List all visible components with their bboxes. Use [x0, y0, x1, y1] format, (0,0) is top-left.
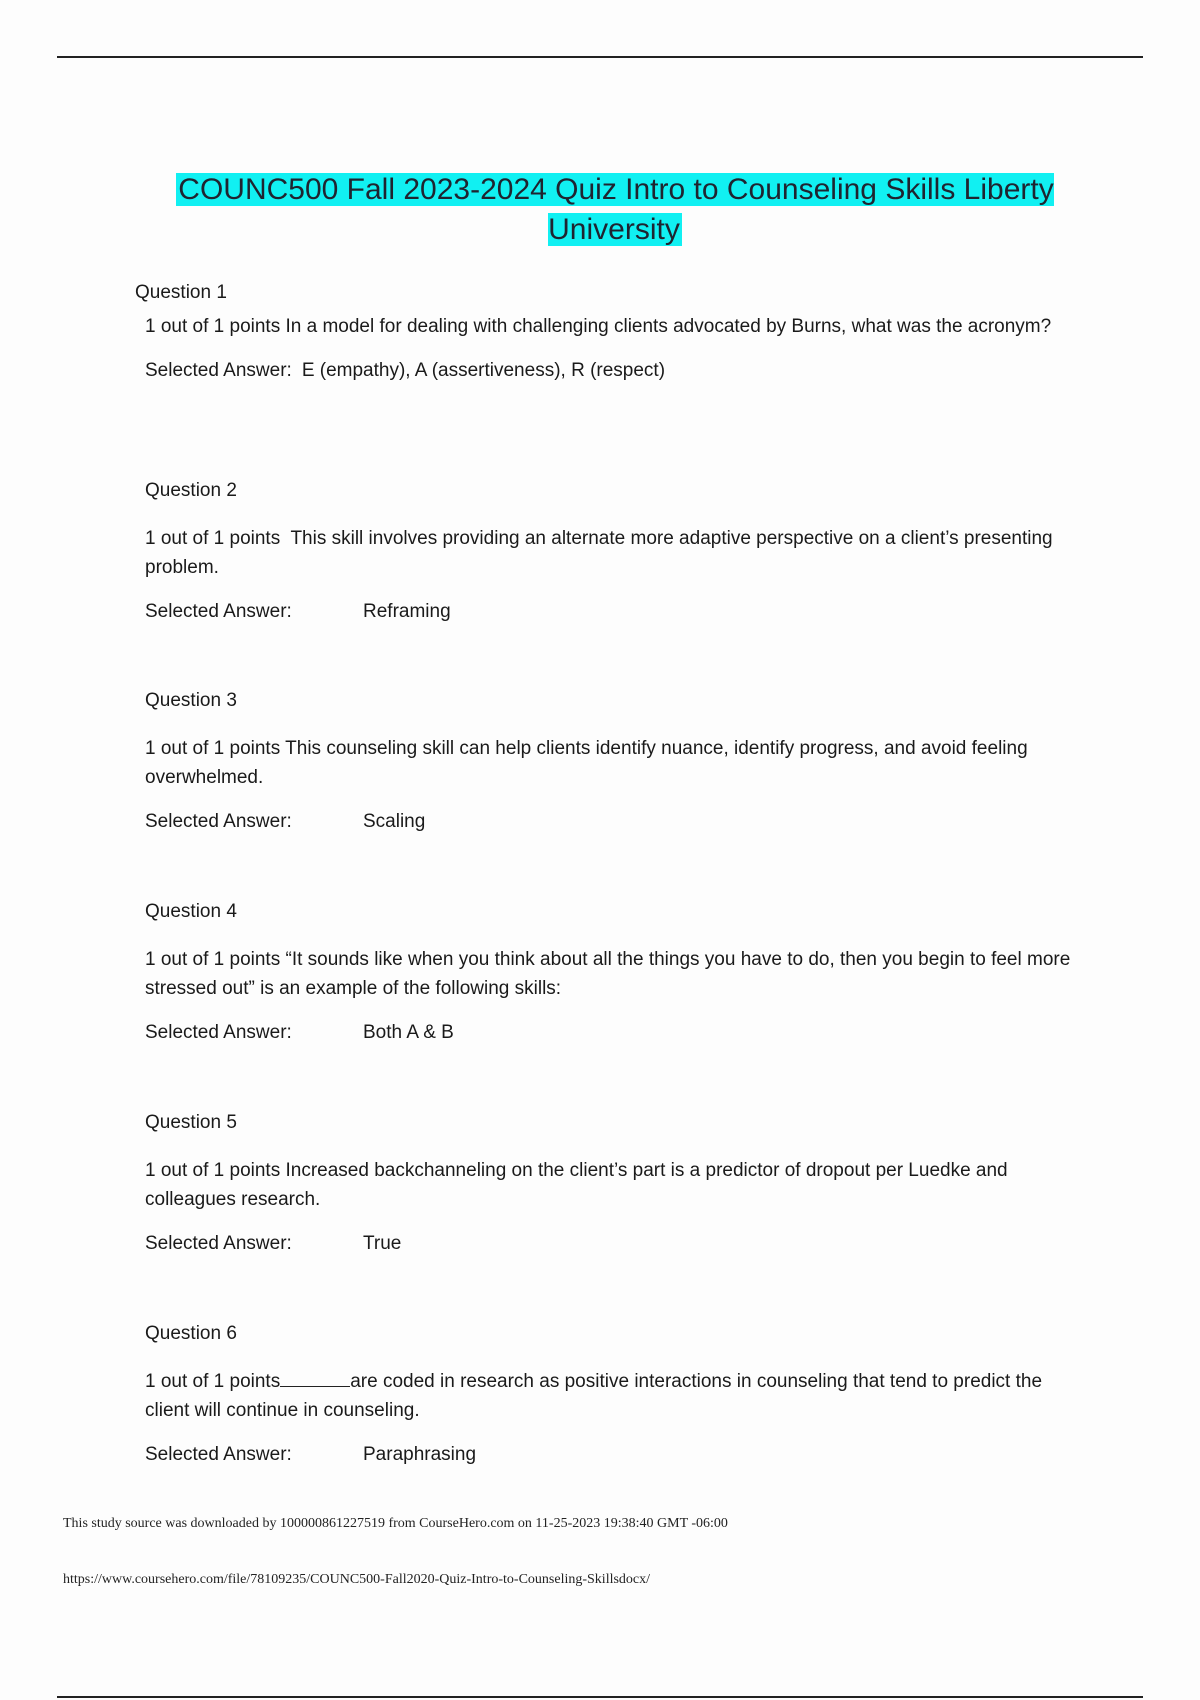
question-label: Question 1: [135, 282, 227, 303]
question-5: [145, 1110, 1085, 1257]
selected-answer-row: [145, 599, 1085, 625]
top-rule: [57, 56, 1143, 58]
question-prompt: are coded in research as positive interactions in counseling that tend to predict the client will continue in counseling.: [145, 1371, 1043, 1421]
question-points: 1 out of 1 points: [145, 738, 281, 759]
question-prompt: In a model for dealing with challenging clients advocated by Burns, what was the acronym?: [285, 316, 1052, 337]
question-text: [145, 734, 1085, 792]
question-label: Question 3: [145, 690, 237, 711]
question-text: [145, 1156, 1085, 1214]
selected-answer-row: [145, 1231, 1085, 1257]
selected-answer-row: [145, 1020, 1085, 1046]
selected-answer-value: Both A & B: [363, 1022, 454, 1043]
question-points: 1 out of 1 points: [145, 316, 281, 337]
question-2: [145, 478, 1085, 625]
question-points: 1 out of 1 points: [145, 528, 281, 549]
question-text: [135, 312, 1075, 341]
question-prompt: This skill involves providing an alternate more adaptive perspective on a client’s presenting problem.: [145, 528, 1053, 578]
selected-answer-label: Selected Answer:: [145, 1233, 292, 1254]
selected-answer-label: Selected Answer:: [145, 360, 292, 381]
question-prompt: Increased backchanneling on the client’s part is a predictor of dropout per Luedke and colleagues research.: [145, 1160, 1008, 1210]
download-note: This study source was downloaded by 100000861227519 from CourseHero.com on 11-25-2023 19:38:40 GMT -06:00: [63, 1516, 728, 1531]
fill-in-blank: [280, 1370, 350, 1387]
question-points: 1 out of 1 points: [145, 1371, 281, 1392]
question-points: 1 out of 1 points: [145, 1160, 281, 1181]
selected-answer-value: True: [363, 1233, 402, 1254]
question-1: [135, 280, 1075, 384]
selected-answer-label: Selected Answer:: [145, 601, 292, 622]
document-title: [150, 170, 1080, 250]
question-label: Question 5: [145, 1112, 237, 1133]
question-3: [145, 688, 1085, 835]
selected-answer-value: Paraphrasing: [363, 1444, 477, 1465]
title-highlight: COUNC500 Fall 2023-2024 Quiz Intro to Counseling Skills Liberty University: [178, 173, 1054, 246]
selected-answer-row: [135, 358, 1075, 384]
selected-answer-label: Selected Answer:: [145, 1444, 292, 1465]
selected-answer-value: Scaling: [363, 811, 426, 832]
question-label: Question 6: [145, 1323, 237, 1344]
selected-answer-label: Selected Answer:: [145, 811, 292, 832]
selected-answer-value: Reframing: [363, 601, 451, 622]
question-label: Question 4: [145, 901, 237, 922]
selected-answer-label: Selected Answer:: [145, 1022, 292, 1043]
question-label: Question 2: [145, 480, 237, 501]
source-url: https://www.coursehero.com/file/78109235/COUNC500-Fall2020-Quiz-Intro-to-Counseling-Skillsdocx/: [63, 1572, 651, 1587]
question-text: [145, 524, 1085, 582]
question-6: [145, 1321, 1085, 1468]
question-prompt: “It sounds like when you think about all the things you have to do, then you begin to feel more stressed out” is an example of the following skills:: [145, 949, 1071, 999]
question-text: [145, 1367, 1085, 1425]
question-points: 1 out of 1 points: [145, 949, 281, 970]
selected-answer-value: E (empathy), A (assertiveness), R (respect): [301, 360, 666, 381]
question-prompt: This counseling skill can help clients identify nuance, identify progress, and avoid feeling overwhelmed.: [145, 738, 1028, 788]
selected-answer-row: [145, 1442, 1085, 1468]
question-4: [145, 899, 1085, 1046]
question-text: [145, 945, 1085, 1003]
selected-answer-row: [145, 809, 1085, 835]
bottom-rule: [57, 1696, 1143, 1698]
